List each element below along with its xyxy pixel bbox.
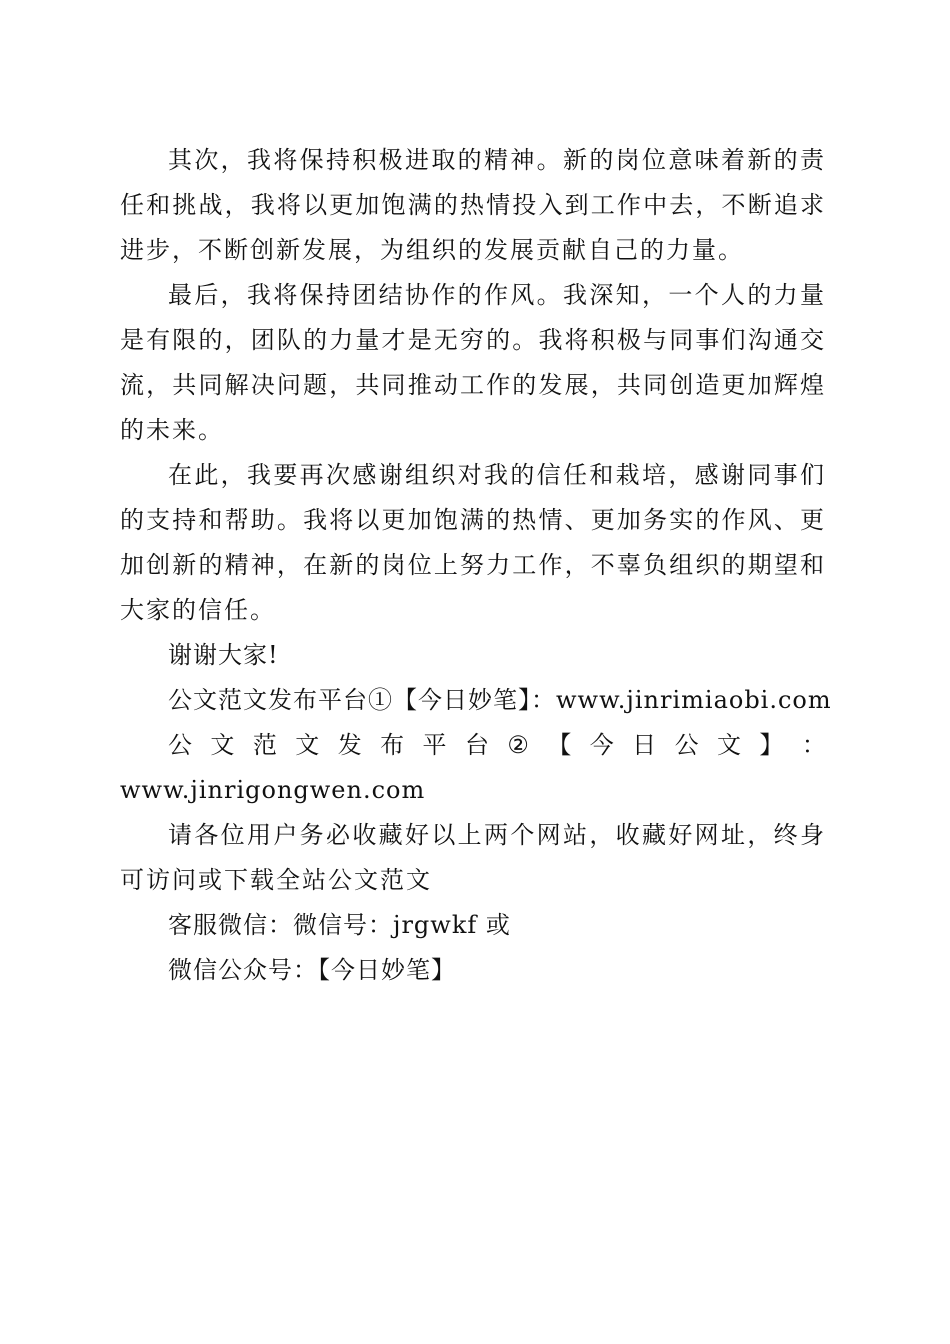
paragraph-gratitude: 在此，我要再次感谢组织对我的信任和栽培，感谢同事们的支持和帮助。我将以更加饱满的热情、更加务实的作风、更加创新的精神，在新的岗位上努力工作，不辜负组织的期望和大家的信任。 [120,461,826,624]
paragraph-teamwork: 最后，我将保持团结协作的作风。我深知，一个人的力量是有限的，团队的力量才是无穷的。我将积极与同事们沟通交流，共同解决问题，共同推动工作的发展，共同创造更加辉煌的未来。 [120,281,826,444]
platform-2-char: 】 [759,731,784,759]
platform-2-char: 发 [337,731,362,759]
platform-2-char: 公 [674,731,699,759]
platform-2-char: 文 [295,731,320,759]
platform-2-char: 台 [464,731,489,759]
platform-2-url: www.jinrigongwen.com [120,776,426,804]
platform-2-char: 布 [380,731,405,759]
platform-2-char: 公 [168,731,192,759]
platform-2-char: 日 [632,731,657,759]
platform-2-char: ② [507,731,529,759]
platform-2-char: ： [801,731,826,759]
platform-2-char: 今 [589,731,614,759]
platform-2-char: 文 [717,731,741,759]
platform-2-char: 【 [547,731,572,759]
platform-2-char: 范 [252,731,277,759]
platform-2-char: 平 [422,731,447,759]
paragraph-effort: 其次，我将保持积极进取的精神。新的岗位意味着新的责任和挑战，我将以更加饱满的热情投入到工作中去，不断追求进步，不断创新发展，为组织的发展贡献自己的力量。 [120,146,826,264]
notice-paragraph: 请各位用户务必收藏好以上两个网站，收藏好网址，终身可访问或下载全站公文范文 [120,821,826,894]
official-account-line: 微信公众号：【今日妙笔】 [168,956,456,984]
thanks-line: 谢谢大家! [168,641,279,669]
document-body [120,138,832,993]
platform-2-char: 文 [210,731,235,759]
wechat-line: 客服微信：微信号：jrgwkf 或 [168,911,511,939]
platform-2-line [120,723,826,768]
platform-1-line: 公文范文发布平台①【今日妙笔】：www.jinrimiaobi.com [168,686,832,714]
